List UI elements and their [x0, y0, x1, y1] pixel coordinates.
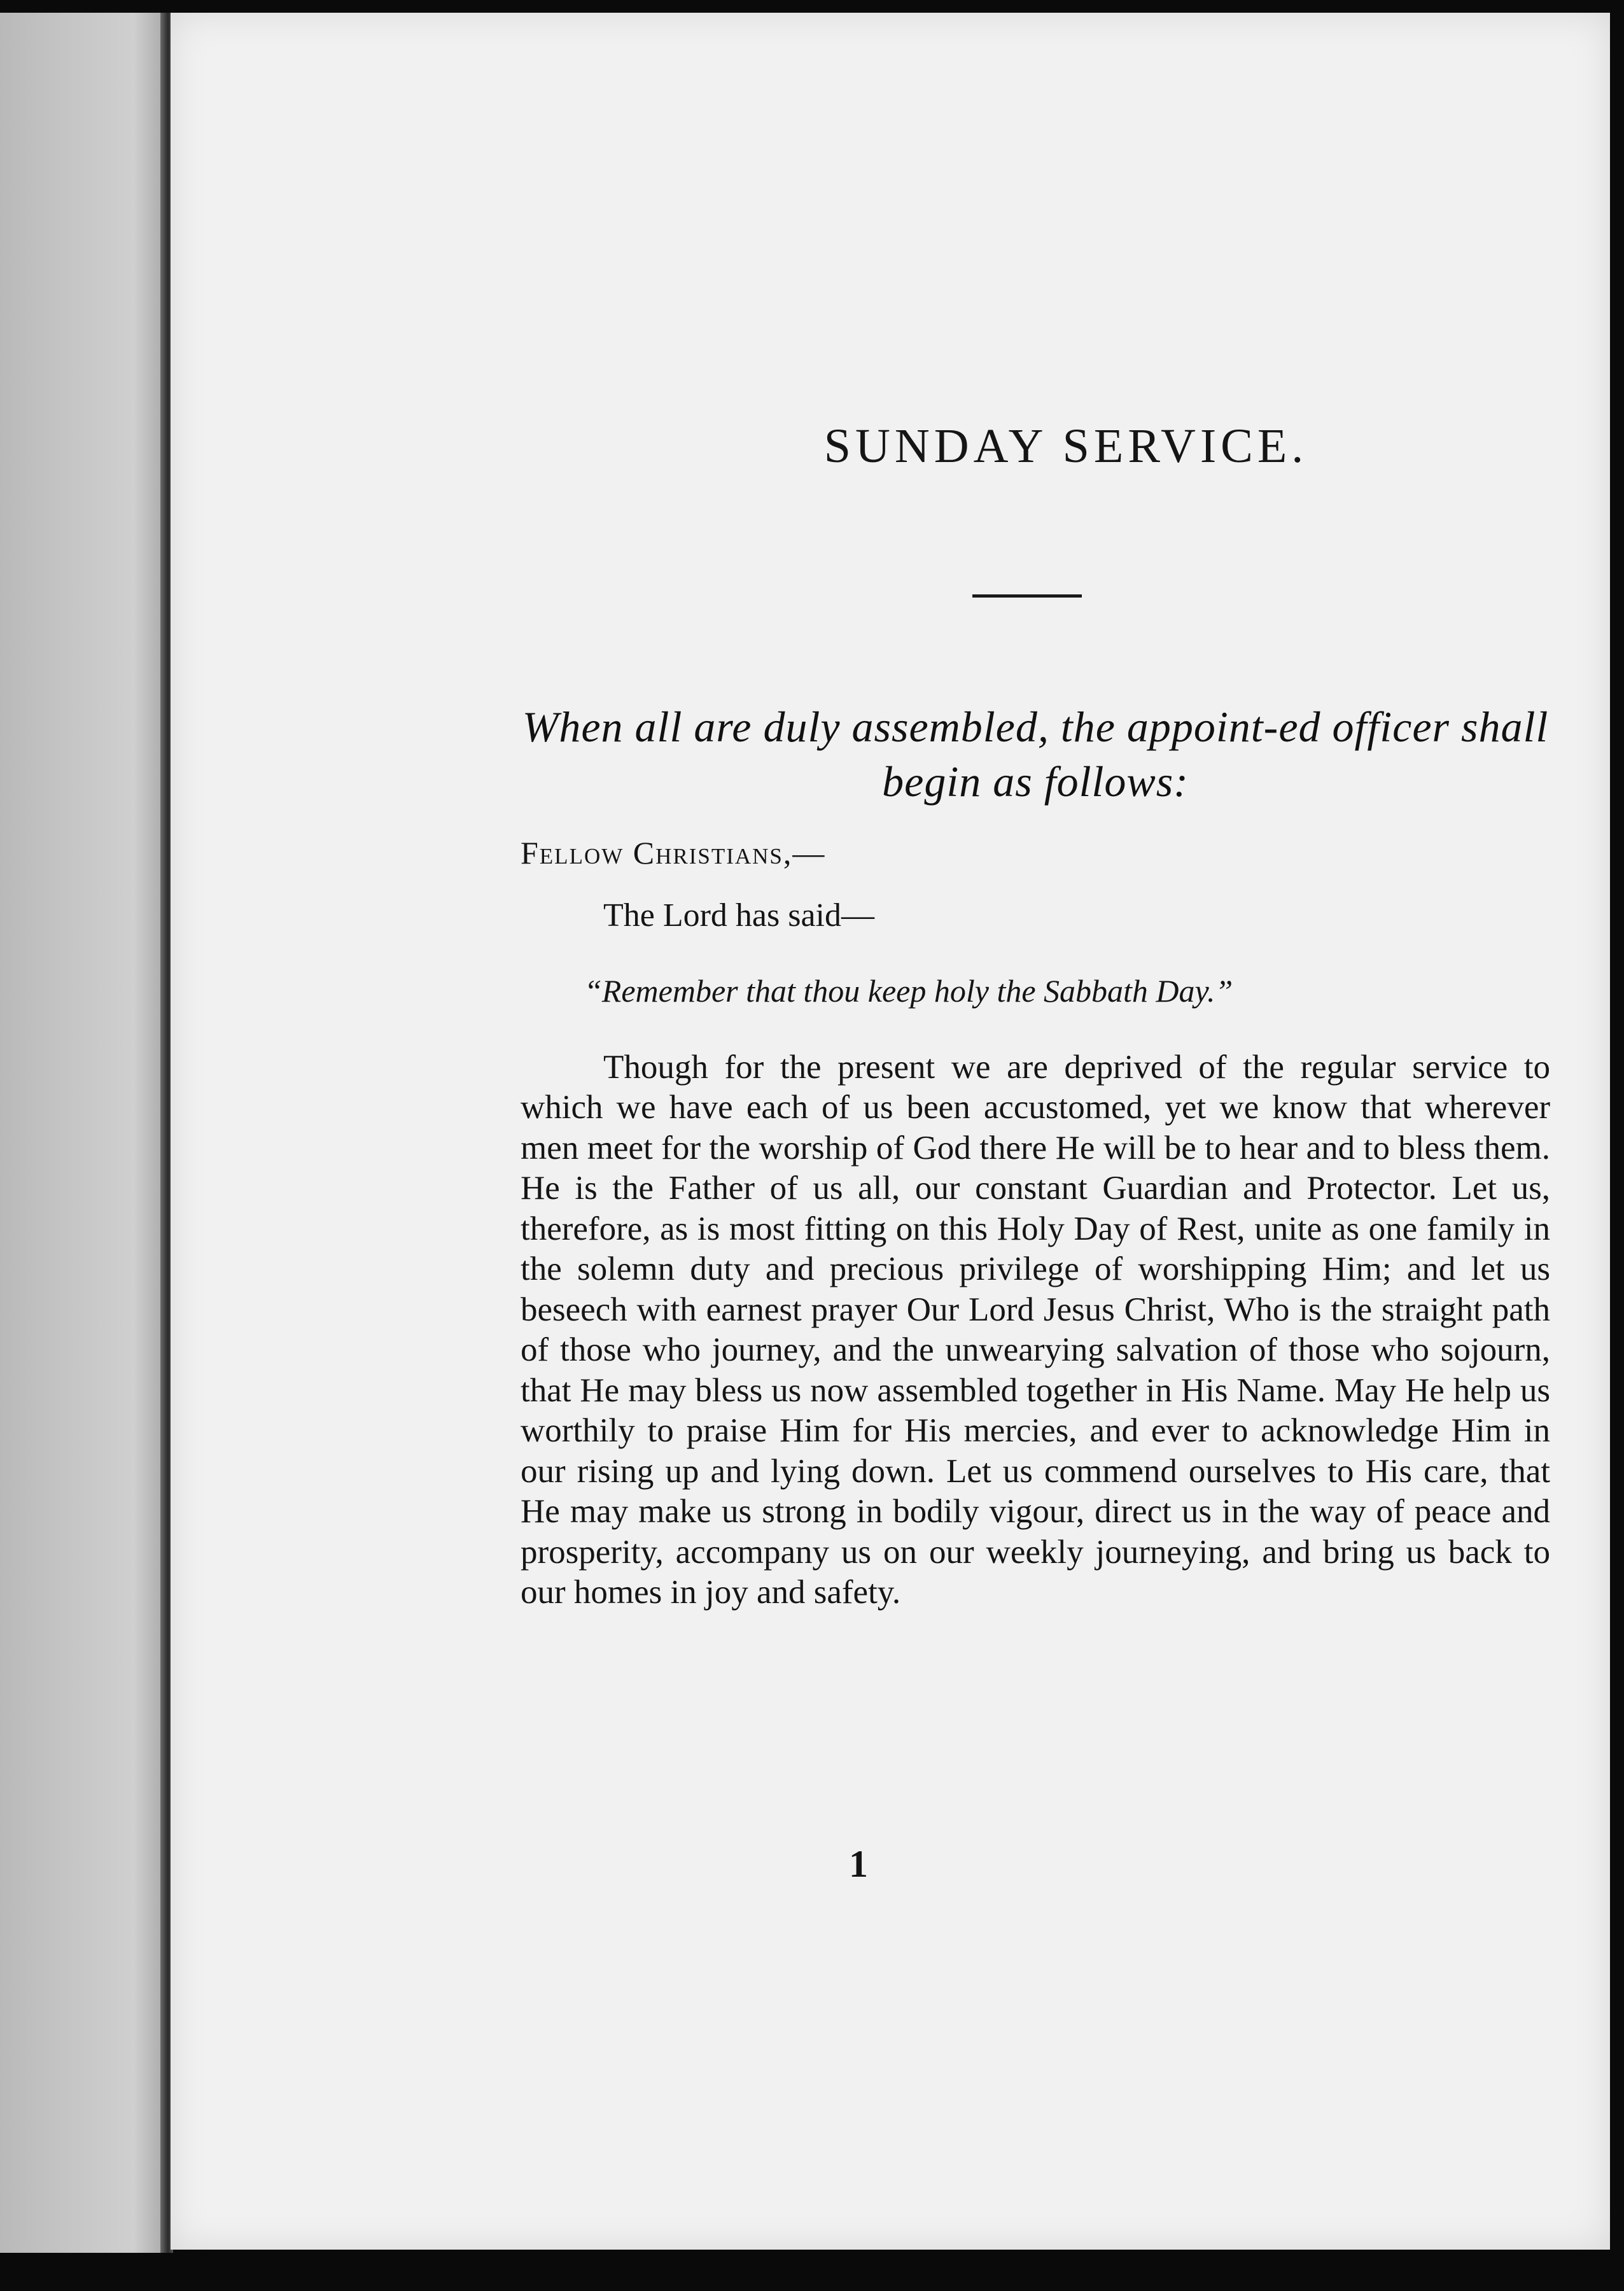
page-title: SUNDAY SERVICE. — [823, 419, 1308, 473]
left-page-edge — [0, 13, 167, 2253]
rubric: When all are duly assembled, the appoint-ed officer shall begin as follows: — [522, 702, 1549, 806]
right-page — [171, 13, 1610, 2250]
scripture-quote: “Remember that thou keep holy the Sabbath Day.” — [584, 972, 1233, 1009]
lord-said: The Lord has said— — [603, 897, 875, 934]
page-number: 1 — [849, 1843, 868, 1885]
body-paragraph: Though for the present we are deprived of the regular service to which we have each of us been accustomed, yet we know that wherever men meet for the worship of God there He will be to hear and to bless them. He is the Father of us all, our constant Guardian and Protector. Let us, therefore, as is most fitting on this Holy Day of Rest, unite as one family in the solemn duty and precious privilege of worshipping Him; and let us beseech with earnest prayer Our Lord Jesus Christ, Who is the straight path of those who journey, and the unwearying salvation of those who sojourn, that He may bless us now assembled together in His Name. May He help us worthily to praise Him for His mercies, and ever to acknowledge Him in our rising up and lying down. Let us commend ourselves to His care, that He may make us strong in bodily vigour, direct us in the way of peace and prosperity, accompany us on our weekly journeying, and bring us back to our homes in joy and safety. — [521, 1048, 1550, 1611]
salutation: Fellow Christians,— — [521, 834, 826, 871]
page-text-block — [521, 420, 1550, 1613]
title-rule — [972, 594, 1082, 598]
